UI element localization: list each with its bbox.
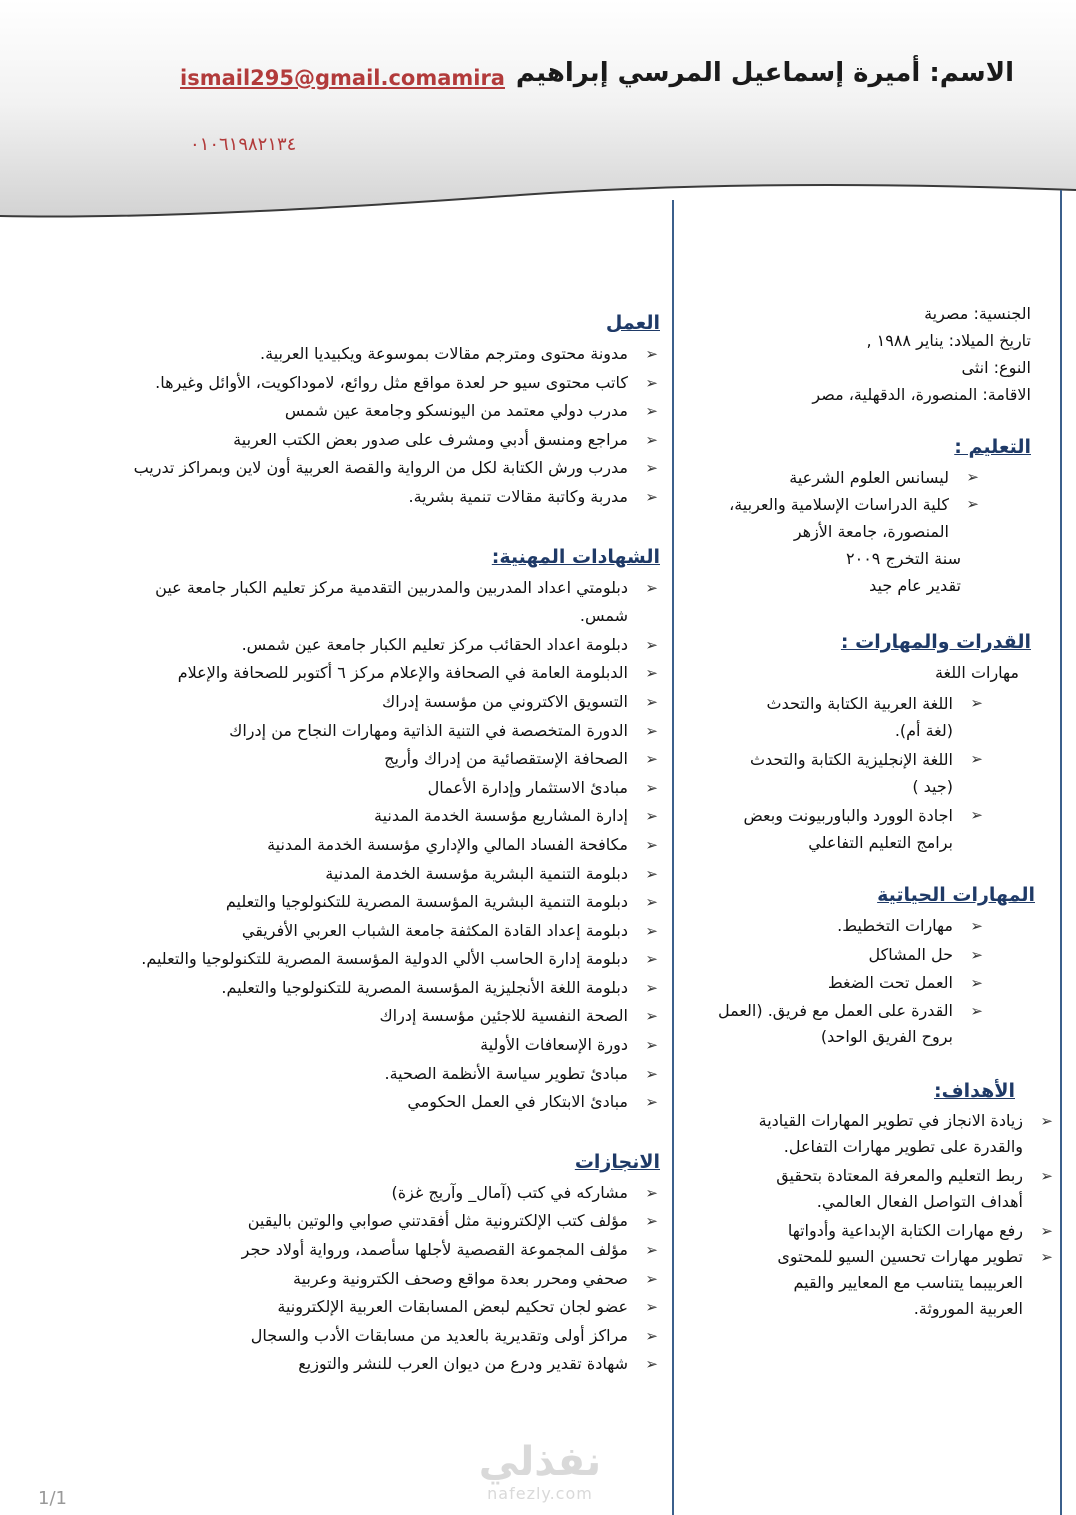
arrow-bullet-icon: ➢: [645, 459, 658, 478]
email-link[interactable]: ismail295@gmail.comamira: [180, 66, 505, 90]
list-item: ➢ مكافحة الفساد المالي والإداري مؤسسة الخدمة المدنية: [70, 831, 660, 860]
list-item: ➢ رفع مهارات الكتابة الإبداعية وأدواتها: [690, 1218, 1055, 1244]
list-item: ➢ دورة الإسعافات الأولية: [70, 1031, 660, 1060]
list-item: ➢ عضو لجان تحكيم لبعض المسابقات العربية الإلكترونية: [70, 1293, 660, 1322]
arrow-bullet-icon: ➢: [966, 468, 979, 486]
arrow-bullet-icon: ➢: [970, 806, 983, 824]
life-skills-section: [690, 884, 1035, 1050]
list-item: ➢ الدبلومة العامة في الصحافة والإعلام مركز ٦ أكتوبر للصحافة والإعلام: [70, 659, 660, 688]
arrow-bullet-icon: ➢: [645, 1007, 658, 1026]
arrow-bullet-icon: ➢: [645, 1326, 658, 1345]
list-item: ➢ مبادئ تطوير سياسة الأنظمة الصحية.: [70, 1060, 660, 1089]
arrow-bullet-icon: ➢: [1040, 1166, 1053, 1185]
abilities-title: القدرات والمهارات :: [840, 631, 1031, 653]
education-line: تقدير عام جيد: [869, 576, 961, 595]
list-item: ➢ اجادة الوورد والباوربيونت وبعض برامج التعليم التفاعلي: [690, 802, 985, 856]
list-item: ➢ دبلومة التنمية البشرية المؤسسة المصرية للتكنولوجيا والتعليم: [70, 888, 660, 917]
arrow-bullet-icon: ➢: [645, 750, 658, 769]
personal-info: [690, 300, 1035, 408]
list-item: ➢ ربط التعليم والمعرفة المعتادة بتحقيق أهداف التواصل الفعال العالمي.: [690, 1163, 1055, 1215]
list-item: ➢ دبلومة اللغة الأنجليزية المؤسسة المصرية للتكنولوجيا والتعليم.: [70, 974, 660, 1003]
arrow-bullet-icon: ➢: [645, 1298, 658, 1317]
candidate-name: الاسم: أميرة إسماعيل المرسي إبراهيم: [515, 58, 1014, 88]
list-item: ➢ صحفي ومحرر بعدة مواقع وصحف الكترونية وعربية: [70, 1265, 660, 1294]
arrow-bullet-icon: ➢: [645, 578, 658, 597]
list-item: ➢ شهادة تقدير ودرع من ديوان العرب للنشر والتوزيع: [70, 1350, 660, 1379]
arrow-bullet-icon: ➢: [970, 974, 983, 993]
goals-title: الأهداف:: [934, 1079, 1015, 1102]
arrow-bullet-icon: ➢: [645, 664, 658, 683]
work-title: العمل: [605, 312, 660, 334]
arrow-bullet-icon: ➢: [645, 1355, 658, 1374]
list-item: ➢ اللغة العربية الكتابة والتحدث (لغة أم).: [690, 690, 985, 744]
arrow-bullet-icon: ➢: [645, 864, 658, 883]
list-item: ➢ دبلومة إعداد القادة المكثفة جامعة الشباب العربي الأفريقي: [70, 917, 660, 946]
page-border-line: [1060, 190, 1062, 1515]
arrow-bullet-icon: ➢: [645, 1183, 658, 1202]
list-item: ➢ مدربة وكاتبة مقالات تنمية بشرية.: [70, 483, 660, 512]
life-skills-title: المهارات الحياتية: [877, 884, 1035, 906]
list-item: ➢ مدرب دولي معتمد من اليونسكو وجامعة عين شمس: [70, 397, 660, 426]
list-item: ➢ التسويق الاكتروني من مؤسسة إدراك: [70, 688, 660, 717]
arrow-bullet-icon: ➢: [645, 721, 658, 740]
list-item: ➢ زيادة الانجاز في تطوير المهارات القيادية والقدرة على تطوير مهارات التفاعل.: [690, 1108, 1055, 1160]
residence: الاقامة: المنصورة، الدقهلية، مصر: [812, 385, 1031, 404]
sidebar-column: [690, 300, 1053, 1322]
list-item: ➢ دبلومتي اعداد المدربين والمدربين التقدمية مركز تعليم الكبار جامعة عين شمس.: [70, 574, 660, 631]
list-item: ➢ مدرب ورش الكتابة لكل من الرواية والقصة العربية أون لاين وبمراكز تدريب: [70, 454, 660, 483]
arrow-bullet-icon: ➢: [645, 1241, 658, 1260]
arrow-bullet-icon: ➢: [645, 835, 658, 854]
list-item: ➢ كاتب محتوى سيو حر لعدة مواقع مثل روائع، لاموداكويت، الأوائل وغيرها.: [70, 369, 660, 398]
certificates-section: [70, 546, 660, 1117]
arrow-bullet-icon: ➢: [645, 430, 658, 449]
list-item: ➢ حل المشاكل: [690, 941, 985, 970]
list-item: ➢ الصحة النفسية للاجئين مؤسسة إدراك: [70, 1002, 660, 1031]
list-item: ➢ الدورة المتخصصة في التنية الذاتية ومهارات النجاح من إدراك: [70, 717, 660, 746]
list-item: ➢ دبلومة إدارة الحاسب الألي الدولية المؤسسة المصرية للتكنولوجيا والتعليم.: [70, 945, 660, 974]
arrow-bullet-icon: ➢: [645, 1064, 658, 1083]
list-item: ➢ اللغة الإنجليزية الكتابة والتحدث (جيد ): [690, 746, 985, 800]
list-item: ➢ تطوير مهارات تحسين السيو للمحتوى العربيبما يتناسب مع المعايير والقيم العربية الموروثة.: [690, 1244, 1055, 1322]
arrow-bullet-icon: ➢: [970, 750, 983, 768]
list-item: ➢ مهارات التخطيط.: [690, 912, 985, 941]
list-item: ➢ مبادئ الابتكار في العمل الحكومي: [70, 1088, 660, 1117]
arrow-bullet-icon: ➢: [645, 1269, 658, 1288]
header-band: [0, 0, 1076, 230]
birth-date: تاريخ الميلاد: يناير ١٩٨٨ ,: [866, 331, 1031, 350]
arrow-bullet-icon: ➢: [970, 917, 983, 935]
page-number: 1/1: [38, 1488, 67, 1509]
main-column: [70, 312, 660, 1379]
list-item: ➢ ليسانس العلوم الشرعية: [690, 464, 981, 491]
column-divider: [672, 200, 674, 1515]
arrow-bullet-icon: ➢: [645, 692, 658, 711]
arrow-bullet-icon: ➢: [645, 807, 658, 826]
education-section: [690, 436, 1035, 599]
list-item: ➢ مؤلف المجموعة القصصية لأجلها سأصمد، ورواية أولاد حجر: [70, 1236, 660, 1265]
arrow-bullet-icon: ➢: [645, 978, 658, 997]
list-item: ➢ الصحافة الإستقصائية من إدراك وأريج: [70, 745, 660, 774]
list-item: ➢ مشاركه في كتب (آمال_ وآريج غزة): [70, 1179, 660, 1208]
arrow-bullet-icon: ➢: [645, 893, 658, 912]
arrow-bullet-icon: ➢: [645, 345, 658, 363]
certificates-title: الشهادات المهنية:: [491, 545, 660, 568]
list-item: ➢ دبلومة التنمية البشرية مؤسسة الخدمة المدنية: [70, 860, 660, 889]
arrow-bullet-icon: ➢: [645, 373, 658, 392]
abilities-section: [690, 631, 1035, 856]
arrow-bullet-icon: ➢: [645, 402, 658, 421]
achievements-title: الانجازات: [574, 1150, 660, 1173]
arrow-bullet-icon: ➢: [1040, 1247, 1053, 1266]
arrow-bullet-icon: ➢: [645, 1093, 658, 1112]
education-title: التعليم :: [954, 436, 1031, 458]
list-item: ➢ مدونة محتوى ومترجم مقالات بموسوعة ويكبيديا العربية.: [70, 340, 660, 369]
arrow-bullet-icon: ➢: [645, 487, 658, 506]
education-line: سنة التخرج ٢٠٠٩: [846, 549, 961, 568]
arrow-bullet-icon: ➢: [645, 921, 658, 940]
arrow-bullet-icon: ➢: [970, 1001, 983, 1020]
arrow-bullet-icon: ➢: [645, 778, 658, 797]
abilities-subtitle: مهارات اللغة: [934, 663, 1019, 682]
arrow-bullet-icon: ➢: [645, 1212, 658, 1231]
work-section: [70, 312, 660, 512]
list-item: ➢ القدرة على العمل مع فريق. (العمل بروح الفريق الواحد): [690, 998, 985, 1050]
list-item: ➢ العمل تحت الضغط: [690, 969, 985, 998]
list-item: ➢ كلية الدراسات الإسلامية والعربية،: [690, 491, 981, 518]
arrow-bullet-icon: ➢: [645, 635, 658, 654]
list-item: ➢ مراكز أولى وتقديرية بالعديد من مسابقات الأدب والسجال: [70, 1322, 660, 1351]
education-line: المنصورة، جامعة الأزهر: [793, 522, 949, 541]
gender: النوع: انثى: [961, 358, 1031, 377]
list-item: ➢ إدارة المشاريع مؤسسة الخدمة المدنية: [70, 802, 660, 831]
phone-number: ٠١٠٦١٩٨٢١٣٤: [190, 134, 297, 155]
arrow-bullet-icon: ➢: [645, 950, 658, 969]
list-item: ➢ مراجع ومنسق أدبي ومشرف على صدور بعض الكتب العربية: [70, 426, 660, 455]
nationality: الجنسية: مصرية: [924, 304, 1031, 323]
list-item: ➢ مبادئ الاستثمار وإدارة الأعمال: [70, 774, 660, 803]
list-item: ➢ دبلومة اعداد الحقائب مركز تعليم الكبار جامعة عين شمس.: [70, 631, 660, 660]
arrow-bullet-icon: ➢: [970, 945, 983, 964]
watermark-logo: نفذلي nafezly.com: [478, 1439, 602, 1503]
arrow-bullet-icon: ➢: [966, 495, 979, 513]
goals-section: [690, 1080, 1055, 1322]
list-item: ➢ مؤلف كتب الإلكترونية مثل أفقدتني صوابي والوتين باليقين: [70, 1207, 660, 1236]
arrow-bullet-icon: ➢: [970, 694, 983, 712]
arrow-bullet-icon: ➢: [645, 1036, 658, 1055]
arrow-bullet-icon: ➢: [1040, 1111, 1053, 1130]
arrow-bullet-icon: ➢: [1040, 1221, 1053, 1240]
achievements-section: [70, 1151, 660, 1379]
